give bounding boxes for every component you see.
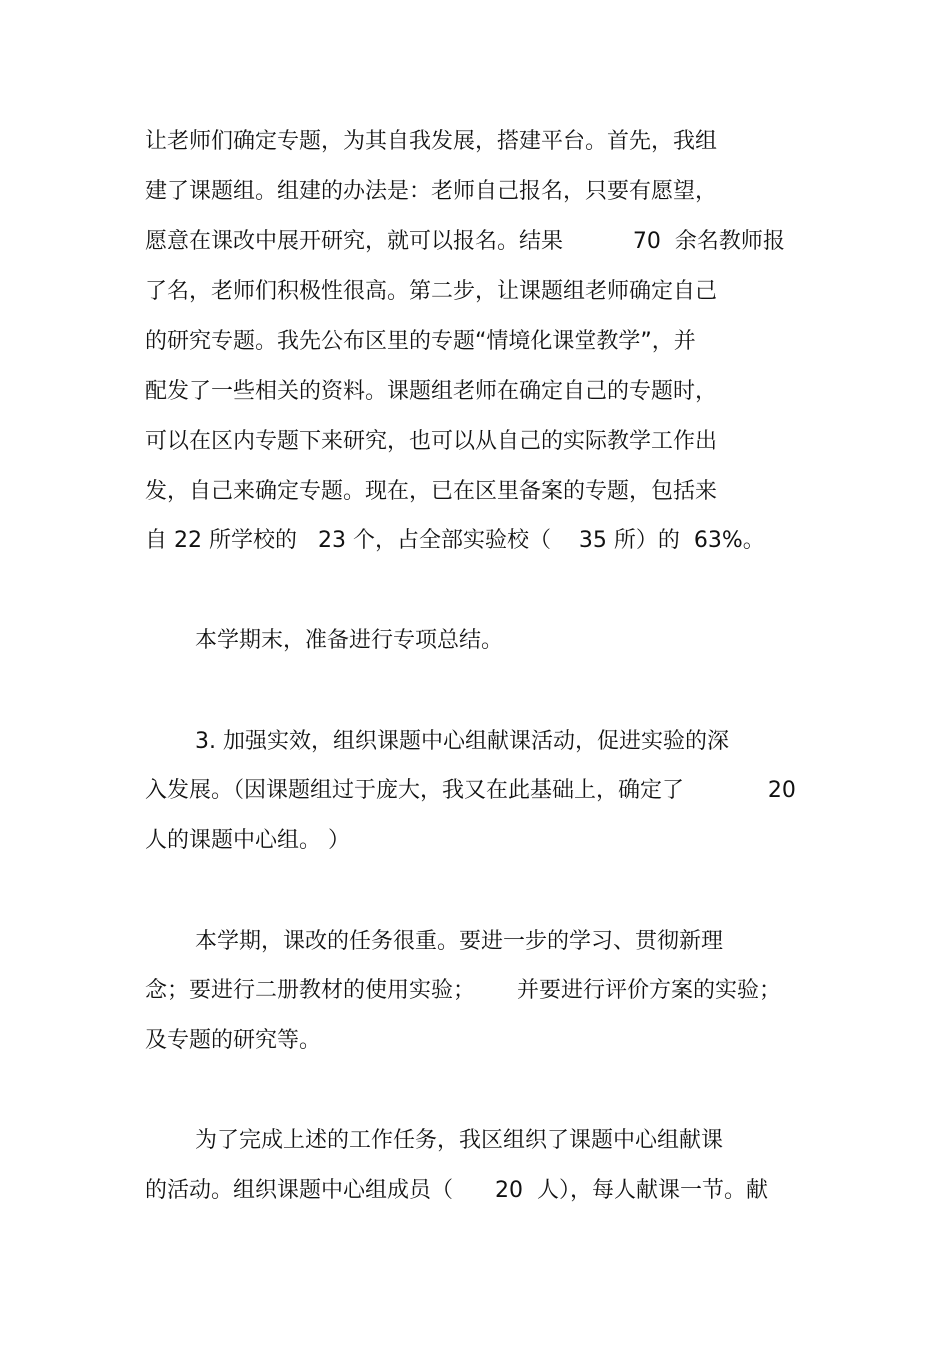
text-line: 为了完成上述的工作任务，我区组织了课题中心组献课 — [195, 1128, 724, 1153]
text-line: 的活动。组织课题中心组成员（ 20 人），每人献课一节。献 — [145, 1178, 768, 1203]
text-line: 的研究专题。我先公布区里的专题“情境化课堂教学”，并 — [145, 329, 696, 354]
text-line: 本学期，课改的任务很重。要进一步的学习、贯彻新理 — [195, 929, 724, 954]
text-line: 配发了一些相关的资料。课题组老师在确定自己的专题时， — [145, 379, 718, 404]
text-line: 及专题的研究等。 — [145, 1028, 322, 1053]
text-line: 念；要进行二册教材的使用实验； 并要进行评价方案的实验； — [145, 978, 781, 1003]
text-line: 3. 加强实效，组织课题中心组献课活动，促进实验的深 — [195, 729, 729, 754]
text-line: 了名，老师们积极性很高。第二步，让课题组老师确定自己 — [145, 279, 718, 304]
text-line: 愿意在课改中展开研究，就可以报名。结果 70 余名教师报 — [145, 229, 785, 254]
text-line: 发，自己来确定专题。现在，已在区里备案的专题，包括来 — [145, 479, 718, 504]
text-line: 建了课题组。组建的办法是：老师自己报名，只要有愿望， — [145, 179, 718, 204]
text-line: 可以在区内专题下来研究，也可以从自己的实际教学工作出 — [145, 429, 718, 454]
text-line: 本学期末，准备进行专项总结。 — [195, 628, 504, 653]
text-line: 让老师们确定专题，为其自我发展，搭建平台。首先，我组 — [145, 129, 718, 154]
text-line: 自 22 所学校的 23 个，占全部实验校（ 35 所）的 63%。 — [145, 528, 765, 553]
text-line: 人的课题中心组。 ） — [145, 828, 350, 853]
text-line: 入发展。（因课题组过于庞大，我又在此基础上，确定了 20 — [145, 778, 796, 803]
